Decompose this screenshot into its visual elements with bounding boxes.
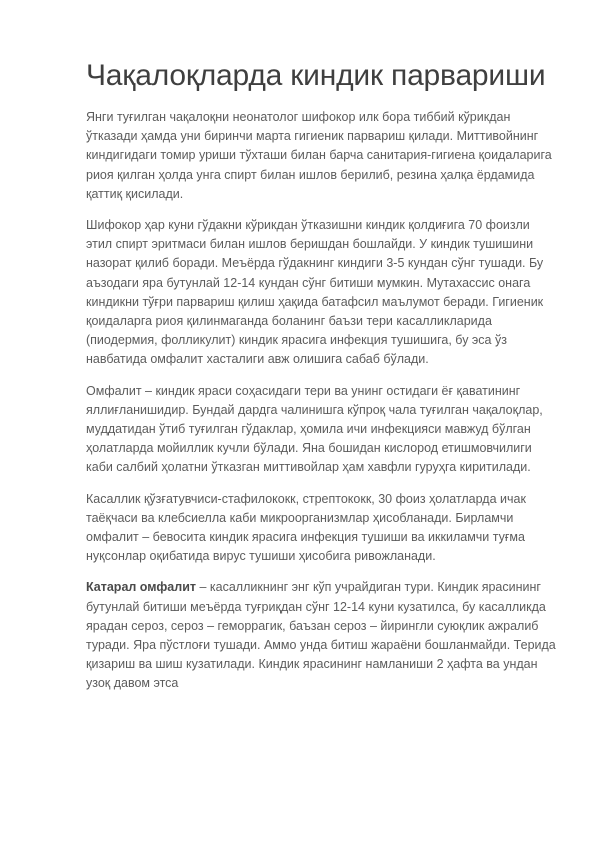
paragraph: Касаллик қўзғатувчиси-стафилококк, стрептококк, 30 фоиз ҳолатларда ичак таёқчаси ва клебсиелла каби микроорганизмлар ҳисобланади. Бирламчи омфалит – бевосита киндик ярасига инфекция тушиши ва иккиламчи туғма нуқсонлар оқибатида вирус тушиши ҳисобига ривожланади.	[86, 491, 526, 564]
paragraph: Шифокор ҳар куни гўдакни кўрикдан ўтказишни киндик қолдиғига 70 фоизли этил спирт эритмаси билан ишлов беришдан бошлайди. У киндик тушишини назорат қилиб боради. Меъёрда гўдакнинг киндиги 3-5 кундан сўнг тушади. Бу аъзодаги яра бутунлай 12-14 кундан сўнг битиши мумкин. Мутахассис онага киндикни тўғри парвариш қилиш ҳақида батафсил маълумот беради. Гигиеник қоидаларга риоя қилинмаганда боланинг баъзи тери касалликларида (пиодермия, фолликулит) киндик ярасига инфекция тушишига, бу эса ўз навбатида омфалит хасталиги авж олишига сабаб бўлади.	[86, 218, 544, 367]
paragraph-text: – касалликнинг энг кўп учрайдиган тури. Киндик ярасининг бутунлай битиши меъёрда туғриқдан сўнг 12-14 куни кузатилса, бу касалликда ярадан сероз, сероз – геморрагик, баъзан сероз – йирингли суюқлик ажралиб туради. Яра пўстлоғи тушади. Аммо унда битиш жараёни бошланмайди. Терида қизариш ва шиш кузатилади. Киндик ярасининг намланиши 2 ҳафта ва ундан узоқ давом этса	[86, 580, 556, 691]
document-body	[86, 58, 556, 706]
paragraph-catarrhal-omphalitis	[86, 578, 556, 693]
bold-lead-term: Катарал омфалит	[86, 580, 196, 595]
page-title: Чақалоқларда киндик парвариши	[86, 59, 546, 92]
paragraph: Омфалит – киндик яраси соҳасидаги тери ва унинг остидаги ёғ қаватининг яллиғланишидир. Бундай дардга чалинишга кўпроқ чала туғилган чақалоқлар, муддатидан ўтиб туғилган гўдаклар, ҳомила ичи инфекцияси мавжуд бўлган ҳолатларда мойиллик кучли бўлади. Яна бошидан кислород етишмовчилиги каби салбий ҳолатни ўтказган миттивойлар ҳам хавфли гуруҳга киритилади.	[86, 383, 543, 475]
paragraph: Янги туғилган чақалоқни неонатолог шифокор илк бора тиббий кўрикдан ўтказади ҳамда уни биринчи марта гигиеник парвариш қилади. Миттивойнинг киндигидаги томир уриши тўхташи билан барча санитария-гигиена қоидаларига риоя қилган ҳолда унга спирт билан ишлов берилиб, резина ҳалқа ёрдамида қаттиқ қисилади.	[86, 110, 552, 201]
